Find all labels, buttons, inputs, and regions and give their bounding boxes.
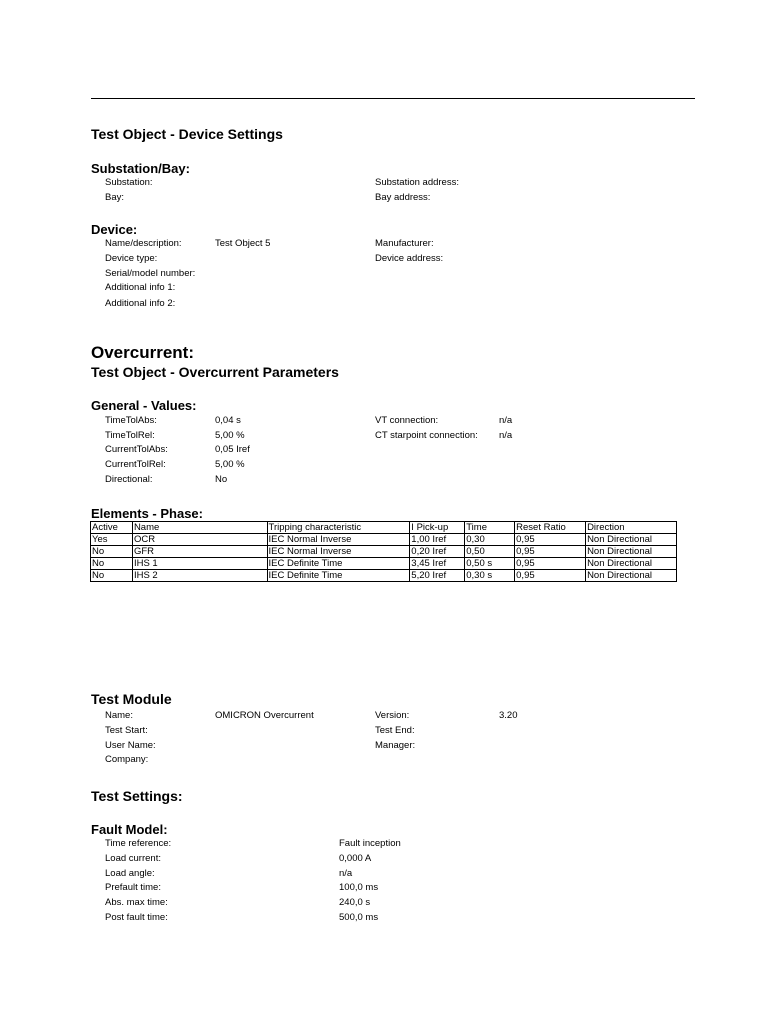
vt-connection-label: VT connection:	[375, 415, 439, 426]
cell-i-pickup: 3,45 Iref	[410, 558, 465, 570]
cell-direction: Non Directional	[586, 558, 677, 570]
load-angle-label: Load angle:	[105, 868, 155, 879]
cell-name: IHS 2	[132, 570, 267, 582]
cell-i-pickup: 5,20 Iref	[410, 570, 465, 582]
cell-active: No	[91, 558, 133, 570]
cell-reset-ratio: 0,95	[515, 558, 586, 570]
manufacturer-label: Manufacturer:	[375, 238, 434, 249]
post-fault-time-label: Post fault time:	[105, 912, 168, 923]
current-tol-abs-label: CurrentTolAbs:	[105, 444, 168, 455]
load-current-label: Load current:	[105, 853, 161, 864]
directional-value: No	[215, 474, 228, 485]
table-row	[91, 558, 677, 570]
company-label: Company:	[105, 754, 149, 765]
bay-label: Bay:	[105, 192, 125, 203]
time-tol-rel-value: 5,00 %	[215, 430, 245, 441]
manager-label: Manager:	[375, 740, 416, 751]
module-name-value: OMICRON Overcurrent	[215, 710, 314, 721]
time-reference-label: Time reference:	[105, 838, 172, 849]
load-angle-value: n/a	[339, 868, 353, 879]
test-end-label: Test End:	[375, 725, 415, 736]
header-tripping-characteristic: Tripping characteristic	[267, 522, 410, 534]
name-description-value: Test Object 5	[215, 238, 271, 249]
cell-direction: Non Directional	[586, 534, 677, 546]
cell-time: 0,30 s	[465, 570, 515, 582]
elements-table	[90, 521, 677, 582]
cell-i-pickup: 1,00 Iref	[410, 534, 465, 546]
abs-max-time-value: 240,0 s	[339, 897, 371, 908]
general-values-heading: General - Values:	[91, 398, 197, 413]
test-module-heading: Test Module	[91, 691, 172, 707]
substation-bay-heading: Substation/Bay:	[91, 161, 190, 176]
elements-phase-heading: Elements - Phase:	[91, 506, 203, 521]
post-fault-time-value: 500,0 ms	[339, 912, 379, 923]
cell-name: GFR	[132, 546, 267, 558]
cell-name: OCR	[132, 534, 267, 546]
abs-max-time-label: Abs. max time:	[105, 897, 168, 908]
table-row	[91, 534, 677, 546]
header-i-pickup: I Pick-up	[410, 522, 465, 534]
cell-i-pickup: 0,20 Iref	[410, 546, 465, 558]
fault-model-heading: Fault Model:	[91, 822, 168, 837]
cell-active: No	[91, 570, 133, 582]
cell-tripping-characteristic: IEC Definite Time	[267, 570, 410, 582]
device-settings-title: Test Object - Device Settings	[91, 126, 283, 142]
bay-address-label: Bay address:	[375, 192, 431, 203]
header-time: Time	[465, 522, 515, 534]
cell-reset-ratio: 0,95	[515, 534, 586, 546]
version-label: Version:	[375, 710, 410, 721]
cell-time: 0,50	[465, 546, 515, 558]
top-rule	[91, 98, 695, 99]
cell-active: No	[91, 546, 133, 558]
table-row	[91, 546, 677, 558]
cell-direction: Non Directional	[586, 546, 677, 558]
cell-reset-ratio: 0,95	[515, 570, 586, 582]
cell-name: IHS 1	[132, 558, 267, 570]
name-description-label: Name/description:	[105, 238, 182, 249]
cell-tripping-characteristic: IEC Normal Inverse	[267, 546, 410, 558]
overcurrent-parameters-title: Test Object - Overcurrent Parameters	[91, 364, 339, 380]
header-name: Name	[132, 522, 267, 534]
vt-connection-value: n/a	[499, 415, 513, 426]
additional-info-2-label: Additional info 2:	[105, 298, 176, 309]
test-start-label: Test Start:	[105, 725, 148, 736]
time-reference-value: Fault inception	[339, 838, 401, 849]
substation-address-label: Substation address:	[375, 177, 459, 188]
directional-label: Directional:	[105, 474, 153, 485]
header-reset-ratio: Reset Ratio	[515, 522, 586, 534]
table-header-row	[91, 522, 677, 534]
user-name-label: User Name:	[105, 740, 156, 751]
ct-starpoint-value: n/a	[499, 430, 513, 441]
cell-time: 0,30	[465, 534, 515, 546]
cell-direction: Non Directional	[586, 570, 677, 582]
prefault-time-value: 100,0 ms	[339, 882, 379, 893]
module-name-label: Name:	[105, 710, 133, 721]
device-address-label: Device address:	[375, 253, 444, 264]
version-value: 3.20	[499, 710, 518, 721]
ct-starpoint-label: CT starpoint connection:	[375, 430, 478, 441]
cell-tripping-characteristic: IEC Normal Inverse	[267, 534, 410, 546]
cell-reset-ratio: 0,95	[515, 546, 586, 558]
test-settings-heading: Test Settings:	[91, 788, 183, 804]
overcurrent-heading: Overcurrent:	[91, 343, 194, 362]
cell-tripping-characteristic: IEC Definite Time	[267, 558, 410, 570]
current-tol-rel-value: 5,00 %	[215, 459, 245, 470]
prefault-time-label: Prefault time:	[105, 882, 161, 893]
current-tol-rel-label: CurrentTolRel:	[105, 459, 166, 470]
cell-time: 0,50 s	[465, 558, 515, 570]
time-tol-abs-label: TimeTolAbs:	[105, 415, 157, 426]
additional-info-1-label: Additional info 1:	[105, 282, 176, 293]
table-row	[91, 570, 677, 582]
header-direction: Direction	[586, 522, 677, 534]
time-tol-abs-value: 0,04 s	[215, 415, 241, 426]
substation-label: Substation:	[105, 177, 153, 188]
serial-number-label: Serial/model number:	[105, 268, 196, 279]
device-heading: Device:	[91, 222, 138, 237]
time-tol-rel-label: TimeTolRel:	[105, 430, 155, 441]
device-type-label: Device type:	[105, 253, 158, 264]
header-active: Active	[91, 522, 133, 534]
load-current-value: 0,000 A	[339, 853, 372, 864]
current-tol-abs-value: 0,05 Iref	[215, 444, 250, 455]
cell-active: Yes	[91, 534, 133, 546]
